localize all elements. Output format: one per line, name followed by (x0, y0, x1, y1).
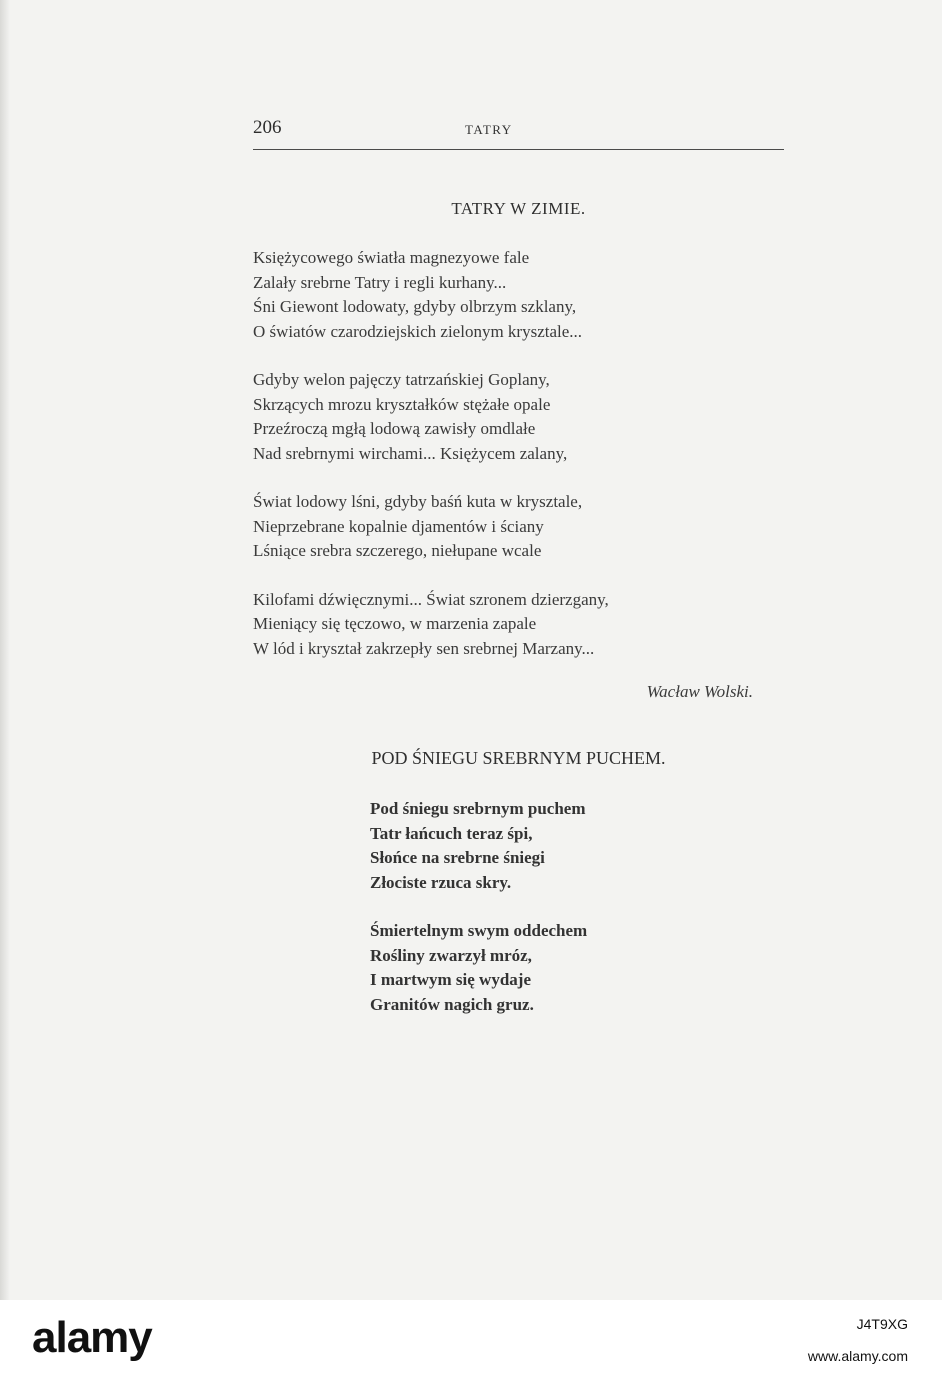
verse-line: Granitów nagich gruz. (370, 994, 534, 1014)
alamy-logo: alamy (32, 1313, 152, 1362)
verse-line: Skrzących mrozu kryształków stężałe opale (253, 394, 551, 414)
image-id: J4T9XG (856, 1316, 908, 1332)
verse-line: Lśniące srebra szczerego, niełupane wcale (253, 541, 542, 560)
verse-line: Tatr łańcuch teraz śpi, (370, 823, 533, 843)
verse-line: Przeźroczą mgłą lodową zawisły omdlałe (253, 419, 536, 438)
verse-line: Śni Giewont lodowaty, gdyby olbrzym szklany, (253, 297, 577, 316)
verse-line: Kilofami dźwięcznymi... Świat szronem dzierzgany, (253, 589, 609, 609)
verse-line: Świat lodowy lśni, gdyby baśń kuta w krysztale, (253, 492, 583, 511)
verse-line: Słońce na srebrne śniegi (370, 848, 545, 867)
verse-line: Gdyby welon pajęczy tatrzańskiej Goplany, (253, 370, 550, 389)
poem-title-pod-sniegu: POD ŚNIEGU SREBRNYM PUCHEM. (371, 748, 666, 768)
verse-line: Rośliny zwarzył mróz, (370, 945, 532, 965)
verse-line: O światów czarodziejskich zielonym krysztale... (253, 321, 583, 341)
header-rule (253, 149, 784, 150)
stanza (253, 246, 773, 344)
stanza (370, 919, 750, 1017)
page-edge-shadow (0, 0, 10, 1300)
running-title: TATRY (465, 122, 513, 137)
running-head (253, 117, 784, 147)
verse-line: W lód i kryształ zakrzepły sen srebrnej Marzany... (253, 638, 595, 658)
poem-pod-sniegu (370, 797, 750, 1041)
verse-line: Pod śniegu srebrnym puchem (370, 799, 586, 818)
verse-line: Śmiertelnym swym oddechem (370, 921, 588, 940)
site-url: www.alamy.com (807, 1348, 908, 1364)
poem-tatry-w-zimie (253, 246, 773, 685)
stanza (370, 797, 750, 895)
verse-line: Mieniący się tęczowo, w marzenia zapale (253, 614, 537, 633)
verse-line: Złociste rzuca skry. (370, 872, 512, 892)
verse-line: Nieprzebrane kopalnie djamentów i ściany (253, 516, 544, 536)
poem-author: Wacław Wolski. (646, 682, 753, 701)
stanza (253, 588, 773, 662)
verse-line: I martwym się wydaje (370, 970, 531, 989)
stanza (253, 368, 773, 466)
verse-line: Zalały srebrne Tatry i regli kurhany... (253, 272, 507, 292)
verse-line: Nad srebrnymi wirchami... Księżycem zalany, (253, 443, 568, 463)
page-number: 206 (253, 117, 282, 138)
verse-line: Księżycowego światła magnezyowe fale (253, 248, 530, 267)
poem-title-tatry-w-zimie: TATRY W ZIMIE. (451, 199, 586, 218)
stanza (253, 490, 773, 564)
